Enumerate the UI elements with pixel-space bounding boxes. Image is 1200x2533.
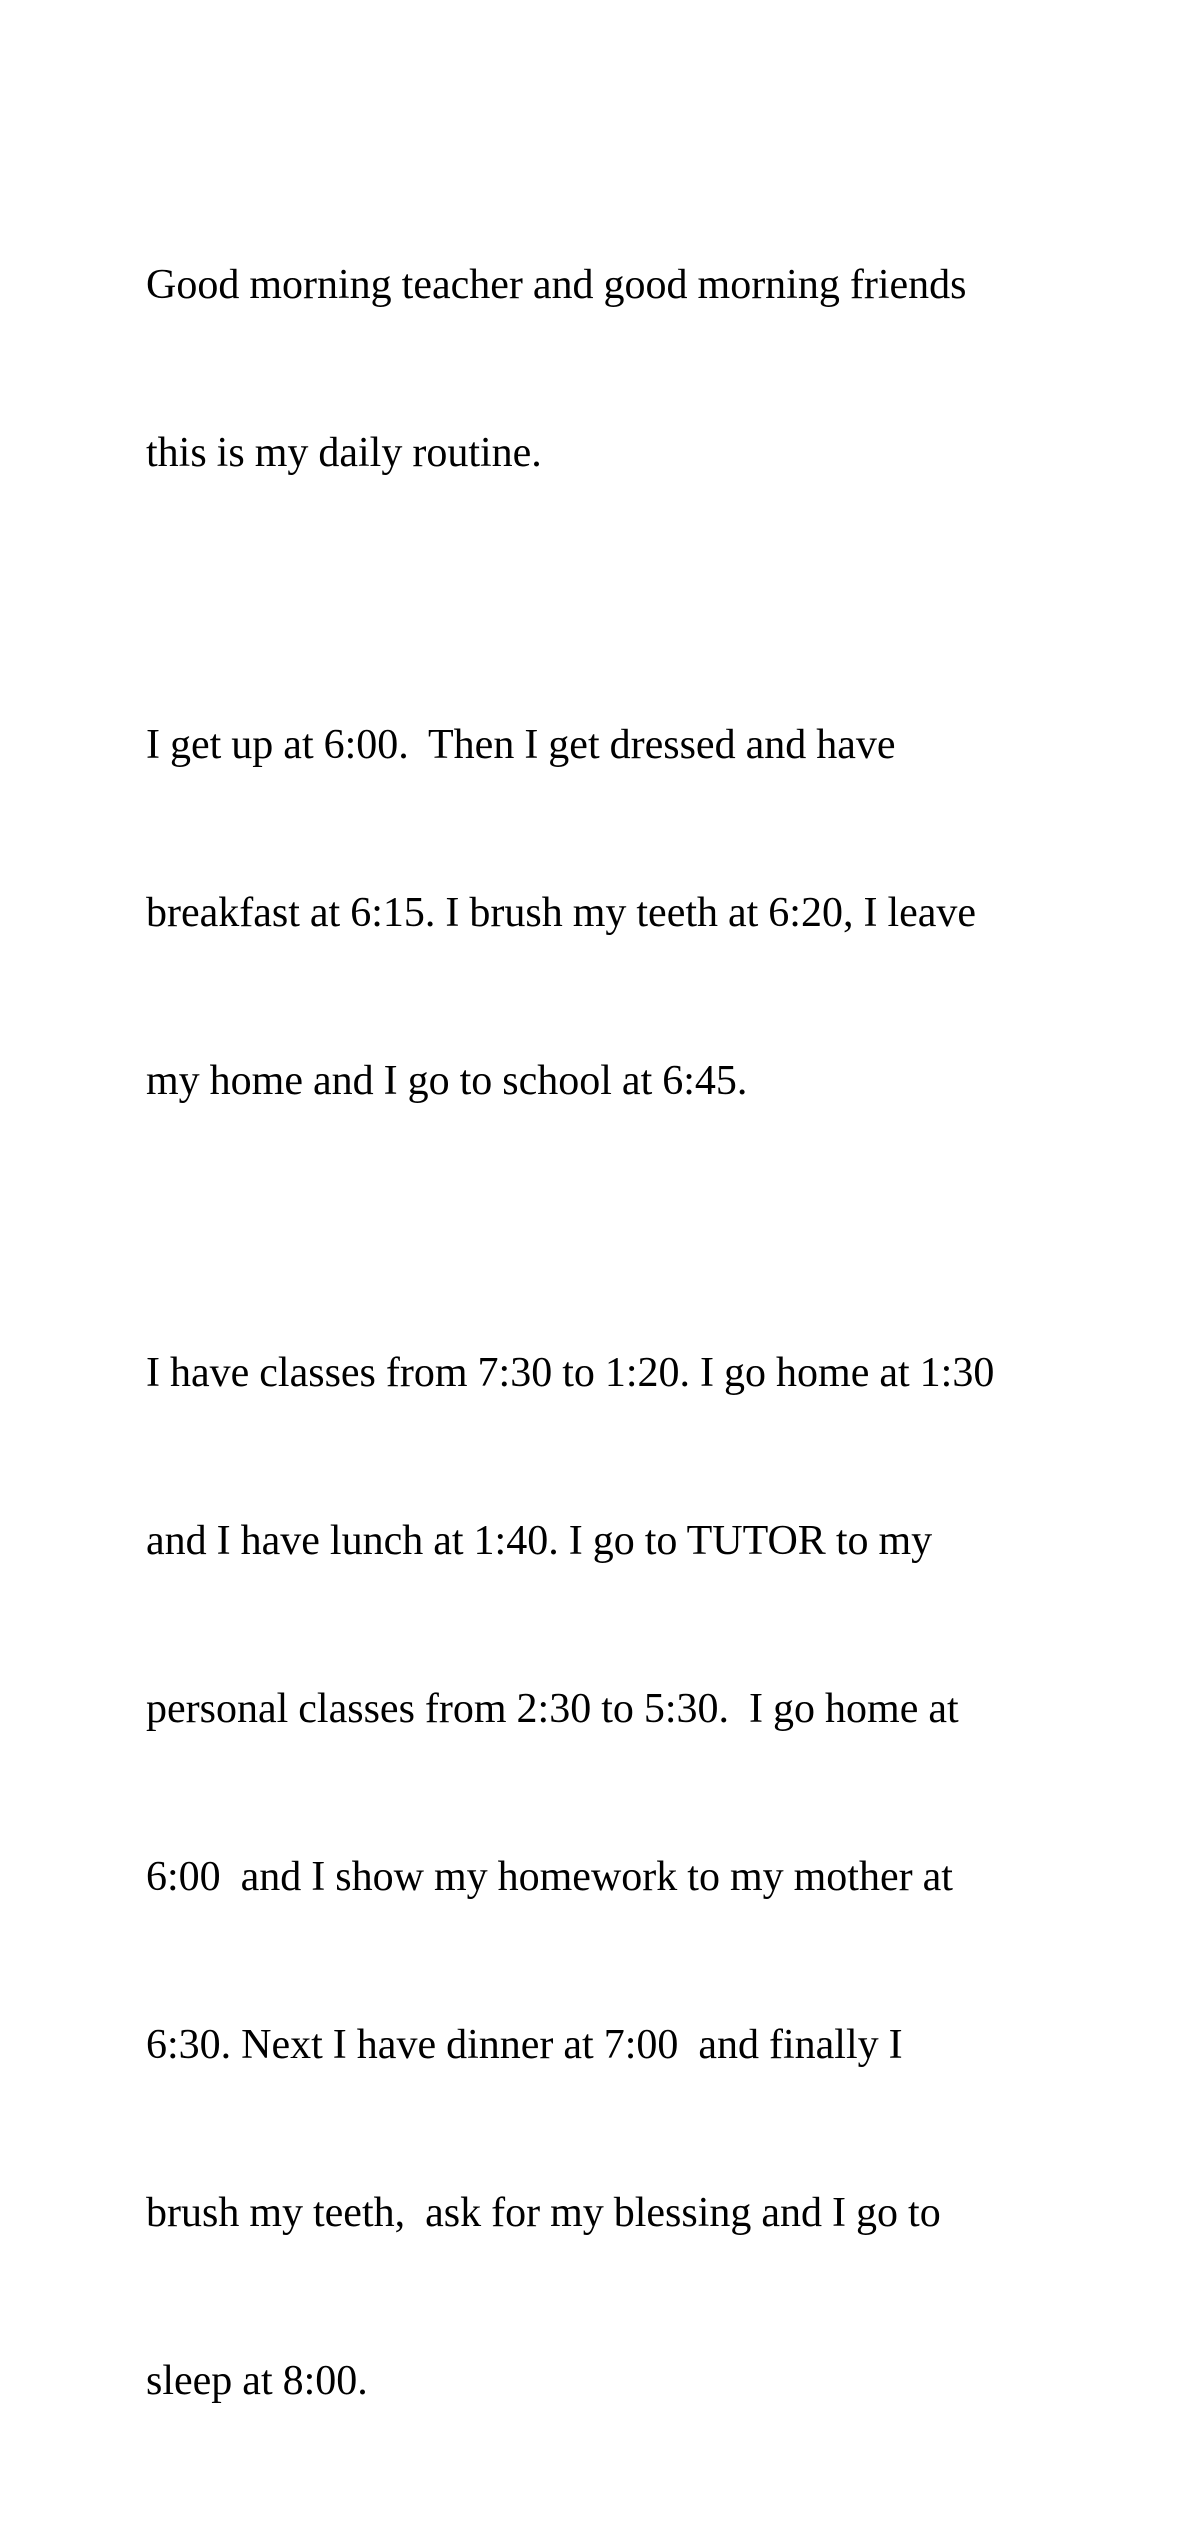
text-line: 6:00 and I show my homework to my mother at — [146, 1854, 953, 1900]
text-line: Good morning teacher and good morning friends — [146, 262, 967, 308]
text-line: personal classes from 2:30 to 5:30. I go home at — [146, 1686, 959, 1732]
document-body — [146, 145, 1076, 2533]
text-line: brush my teeth, ask for my blessing and I go to — [146, 2190, 941, 2236]
paragraph-afternoon-evening-routine — [146, 1233, 1076, 2521]
text-line: this is my daily routine. — [146, 430, 542, 476]
text-line: 6:30. Next I have dinner at 7:00 and finally I — [146, 2022, 903, 2068]
text-line: breakfast at 6:15. I brush my teeth at 6:20, I leave — [146, 890, 977, 936]
text-line: and I have lunch at 1:40. I go to TUTOR to my — [146, 1518, 933, 1564]
text-line: I get up at 6:00. Then I get dressed and have — [146, 722, 896, 768]
paragraph-morning-routine — [146, 605, 1076, 1221]
text-line: my home and I go to school at 6:45. — [146, 1058, 748, 1104]
paragraph-greeting — [146, 145, 1076, 593]
text-line: I have classes from 7:30 to 1:20. I go home at 1:30 — [146, 1350, 995, 1396]
text-line: sleep at 8:00. — [146, 2358, 368, 2404]
